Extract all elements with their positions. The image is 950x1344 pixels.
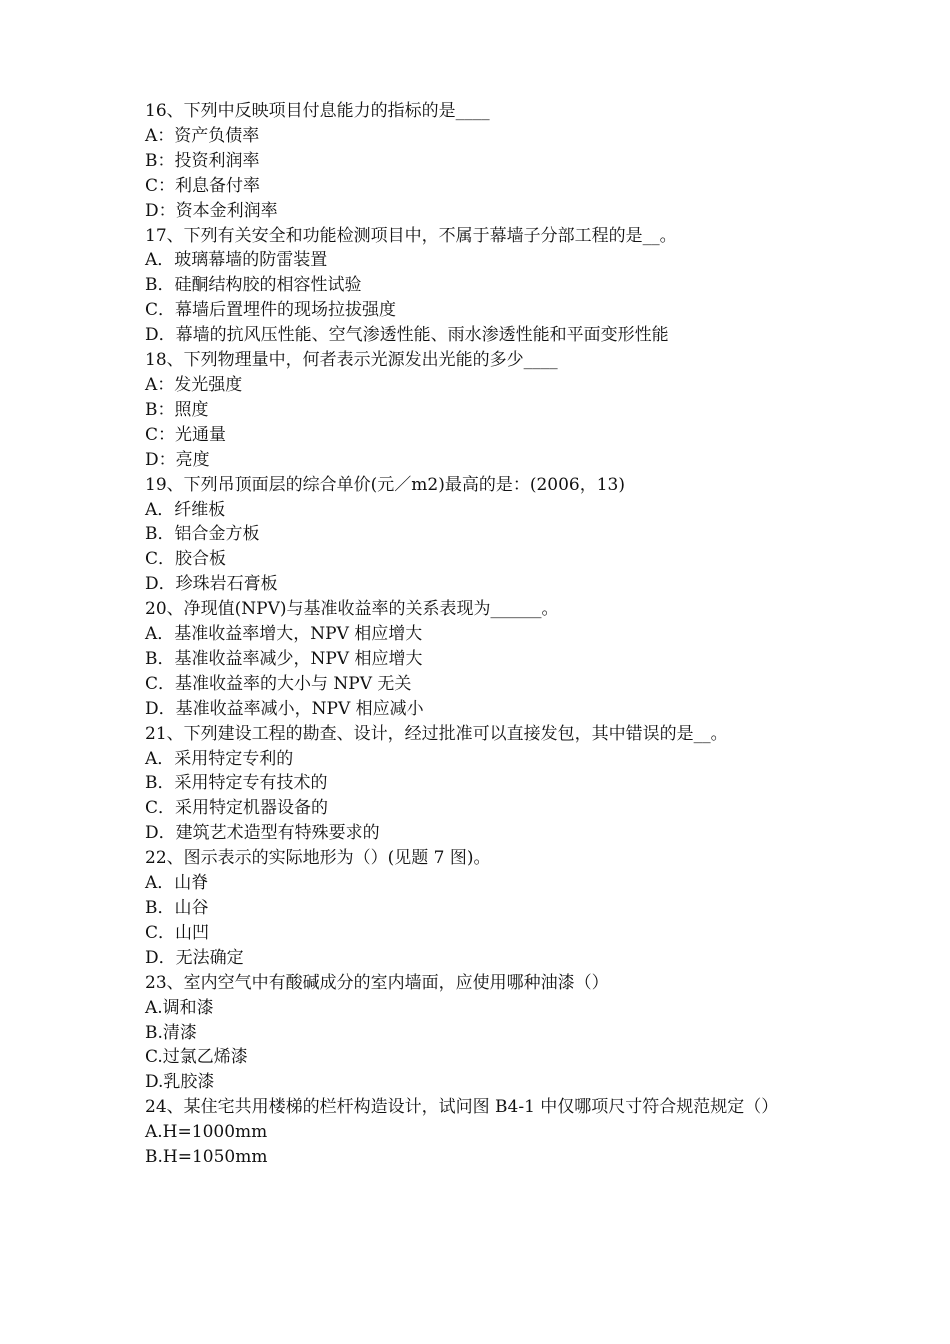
option-c: C.过氯乙烯漆: [145, 1047, 248, 1068]
option-d: D．基准收益率减小，NPV 相应减小: [145, 698, 424, 719]
question-stem: 22、图示表示的实际地形为（）(见题 7 图)。: [145, 848, 491, 869]
option-d: D：资本金利润率: [145, 200, 278, 221]
question-23: [145, 971, 825, 1096]
question-24: [145, 1095, 825, 1170]
question-stem: 24、某住宅共用楼梯的栏杆构造设计，试问图 B4-1 中仅哪项尺寸符合规范规定（）: [145, 1097, 779, 1118]
option-c: C．基准收益率的大小与 NPV 无关: [145, 673, 412, 694]
option-c: C：利息备付率: [145, 175, 261, 196]
option-d: D.乳胶漆: [145, 1072, 215, 1093]
option-b: B．硅酮结构胶的相容性试验: [145, 275, 362, 296]
option-a: A．山脊: [145, 873, 209, 894]
option-b: B．山谷: [145, 898, 209, 918]
option-d: D．无法确定: [145, 947, 244, 968]
option-c: C．采用特定机器设备的: [145, 798, 329, 819]
option-c: C．胶合板: [145, 549, 227, 570]
option-d: D．幕墙的抗风压性能、空气渗透性能、雨水渗透性能和平面变形性能: [145, 325, 669, 346]
option-c: C．幕墙后置埋件的现场拉拔强度: [145, 300, 397, 321]
option-a: A.H=1000mm: [145, 1122, 268, 1143]
option-a: A．纤维板: [145, 499, 226, 520]
option-b: B：投资利润率: [145, 150, 260, 171]
question-stem: 19、下列吊顶面层的综合单价(元／m2)最高的是：(2006，13): [145, 474, 625, 495]
option-a: A．玻璃幕墙的防雷装置: [145, 250, 328, 271]
option-a: A．采用特定专利的: [145, 748, 294, 769]
question-18: [145, 348, 825, 473]
option-a: A：资产负债率: [145, 125, 260, 146]
question-stem: 20、净现值(NPV)与基准收益率的关系表现为______。: [145, 599, 559, 620]
question-stem: 23、室内空气中有酸碱成分的室内墙面，应使用哪种油漆（）: [145, 972, 609, 993]
option-c: C．山凹: [145, 922, 210, 943]
question-stem: 21、下列建设工程的勘查、设计，经过批准可以直接发包，其中错误的是__。: [145, 723, 728, 744]
option-c: C：光通量: [145, 424, 227, 445]
question-22: [145, 846, 825, 971]
option-b: B.H=1050mm: [145, 1147, 268, 1168]
question-21: [145, 722, 825, 847]
option-b: B：照度: [145, 399, 209, 420]
option-d: D．建筑艺术造型有特殊要求的: [145, 823, 380, 844]
question-stem: 17、下列有关安全和功能检测项目中，不属于幕墙子分部工程的是__。: [145, 225, 677, 246]
question-stem: 18、下列物理量中，何者表示光源发出光能的多少____: [145, 350, 558, 371]
question-20: [145, 597, 825, 722]
option-a: A．基准收益率增大，NPV 相应增大: [145, 624, 423, 645]
option-b: B．基准收益率减少，NPV 相应增大: [145, 648, 423, 669]
option-b: B．采用特定专有技术的: [145, 773, 328, 794]
option-b: B.清漆: [145, 1022, 197, 1043]
option-a: A：发光强度: [145, 374, 243, 395]
option-b: B．铝合金方板: [145, 524, 260, 545]
question-16: [145, 99, 825, 224]
option-a: A.调和漆: [145, 997, 214, 1018]
option-d: D：亮度: [145, 449, 210, 470]
question-19: [145, 473, 825, 598]
question-list: [145, 99, 825, 1170]
question-17: [145, 224, 825, 349]
option-d: D．珍珠岩石膏板: [145, 574, 278, 595]
question-stem: 16、下列中反映项目付息能力的指标的是____: [145, 101, 490, 121]
